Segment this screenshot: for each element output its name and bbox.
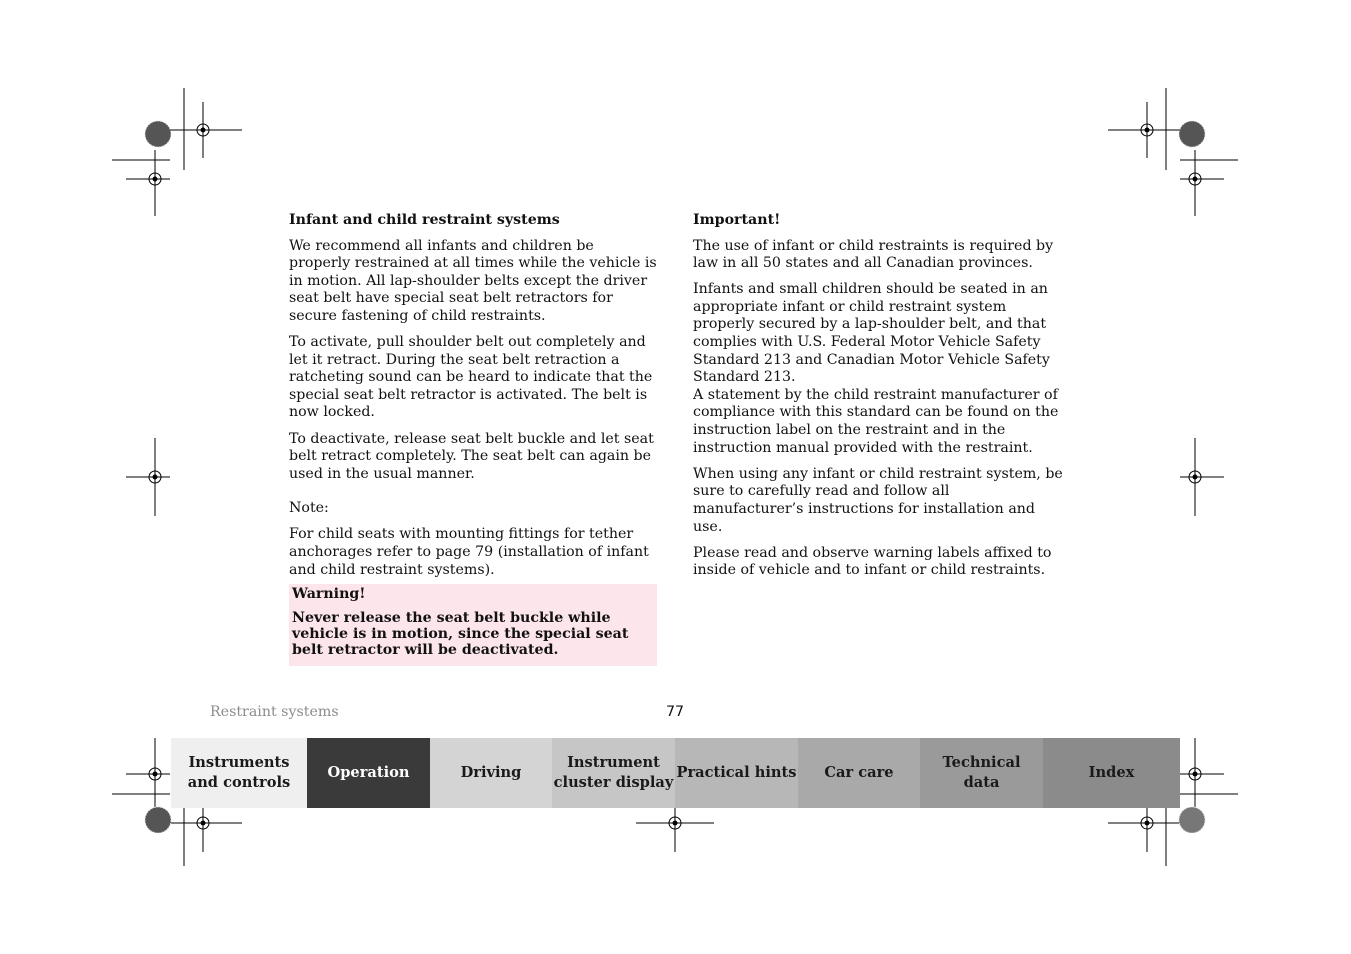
paragraph-statement: A statement by the child restraint manufacturer of compliance with this standard can be found on the instruction label on the restraint and in the instruction manual provided with the restraint. <box>693 386 1059 456</box>
tab-instrument-cluster-display[interactable] <box>552 738 675 808</box>
tab-driving[interactable] <box>430 738 552 808</box>
tab-label-line2: cluster display <box>553 774 674 791</box>
tab-label: Index <box>1088 764 1135 781</box>
tab-label-line2: and controls <box>187 774 291 791</box>
paragraph-instructions: When using any infant or child restraint system, be sure to carefully read and follow all manufacturer’s instructions for installation and use. <box>693 465 1063 535</box>
tab-label: Driving <box>460 764 522 781</box>
tab-label-line1: Instruments <box>188 754 290 771</box>
paragraph-activate: To activate, pull shoulder belt out completely and let it retract. During the seat belt retraction a ratcheting sound can be heard to indicate that the special seat belt retractor is activated. The belt is now locked. <box>289 334 653 421</box>
warning-title: Warning! <box>292 586 366 602</box>
paragraph-recommendation: We recommend all infants and children be properly restrained at all times while the vehicle is in motion. All lap-shoulder belts except the driver seat belt have special seat belt retractors for secure fastening of child restraints. <box>289 237 657 324</box>
footer-section-title: Restraint systems <box>210 704 339 720</box>
tab-label: Operation <box>327 764 410 781</box>
section-heading: Infant and child restraint systems <box>289 212 560 228</box>
tab-practical-hints[interactable] <box>675 738 798 808</box>
chapter-tabs <box>171 738 1180 808</box>
tab-instruments-and-controls[interactable] <box>171 738 307 808</box>
paragraph-law: The use of infant or child restraints is required by law in all 50 states and all Canadian provinces. <box>693 237 1054 272</box>
tab-technical-data[interactable] <box>920 738 1043 808</box>
paragraph-labels: Please read and observe warning labels affixed to inside of vehicle and to infant or child restraints. <box>693 544 1052 579</box>
left-column <box>289 212 657 588</box>
tab-operation[interactable] <box>307 738 430 808</box>
right-column <box>693 212 1063 588</box>
page-number: 77 <box>666 704 685 720</box>
important-heading: Important! <box>693 212 781 228</box>
tab-label: Practical hints <box>676 764 797 781</box>
tab-index[interactable] <box>1043 738 1180 808</box>
tab-label: Car care <box>824 764 894 781</box>
note-label: Note: <box>289 500 329 517</box>
tab-label-line2: data <box>963 774 1000 791</box>
note-text: For child seats with mounting fittings for tether anchorages refer to page 79 (installation of infant and child restraint systems). <box>289 526 649 578</box>
tab-label-line1: Technical <box>942 754 1021 771</box>
paragraph-standards: Infants and small children should be seated in an appropriate infant or child restraint system properly secured by a lap-shoulder belt, and that complies with U.S. Federal Motor Vehicle Safety Standard 213 and Canadian Motor Vehicle Safety Standard 213. <box>693 281 1050 386</box>
warning-box <box>289 584 657 666</box>
tab-car-care[interactable] <box>798 738 920 808</box>
tab-label-line1: Instrument <box>567 754 660 771</box>
paragraph-deactivate: To deactivate, release seat belt buckle and let seat belt retract completely. The seat belt can again be used in the usual manner. <box>289 430 654 482</box>
warning-text: Never release the seat belt buckle while vehicle is in motion, since the special seat belt retractor will be deactivated. <box>292 610 629 658</box>
